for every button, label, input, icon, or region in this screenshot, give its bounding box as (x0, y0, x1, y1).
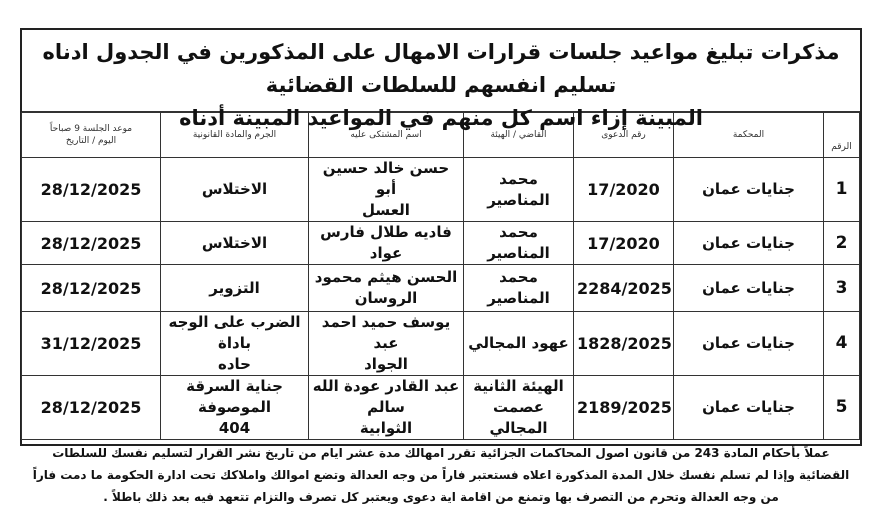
row-defendant (309, 312, 464, 376)
row-defendant (309, 158, 464, 222)
judge-line-2: عصمت المجالي (489, 398, 548, 437)
row-court: جنايات عمان (674, 376, 824, 440)
row-crime: التزوير (161, 265, 309, 312)
row-crime: الاختلاس (161, 158, 309, 222)
row-defendant: فاديه طلال فارس عواد (309, 222, 464, 265)
defendant-line-1: الحسن هيثم محمود (314, 268, 458, 286)
footer-line-2: القضائية وإذا لم تسلم نفسك خلال المدة المذكورة اعلاه فستعتبر فاراً من وجه العدالة وتضع اموالك واملاكك تحت ادارة الحكومة ما دمت فاراً (32, 468, 850, 482)
defendant-line-2: العسل (362, 201, 410, 219)
header-judge: القاضي / الهيئة (464, 113, 574, 158)
footer-line-3: من وجه العدالة وتحرم من التصرف بها وتمنع من اقامة اية دعوى ويعتبر كل تصرف والتزام تتعهد فيه بعد ذلك باطلاً . (103, 490, 779, 504)
footer-line-1: عملاً بأحكام المادة 243 من قانون اصول المحاكمات الجزائية تقرر امهالك مدة عشر ايام من تاريخ نشر القرار لتسليم نفسك للسلطات (52, 446, 830, 460)
row-crime (161, 376, 309, 440)
row-case-number: 17/2020 (574, 158, 674, 222)
header-defendant: اسم المشتكى عليه (309, 113, 464, 158)
row-session-date: 28/12/2025 (22, 265, 161, 312)
header-court: المحكمة (674, 113, 824, 158)
row-session-date: 28/12/2025 (22, 222, 161, 265)
row-number: 2 (824, 222, 860, 265)
row-case-number: 2284/2025 (574, 265, 674, 312)
row-session-date: 28/12/2025 (22, 376, 161, 440)
row-case-number: 2189/2025 (574, 376, 674, 440)
notice-frame (20, 28, 862, 504)
defendant-line-2: الثوابية (359, 419, 413, 437)
row-number: 4 (824, 312, 860, 376)
row-court: جنايات عمان (674, 222, 824, 265)
defendant-line-2: الروسان (354, 289, 418, 307)
row-court: جنايات عمان (674, 312, 824, 376)
defendant-line-2: الجواد (364, 355, 408, 373)
header-session-line-2: اليوم / التاريخ (65, 136, 117, 146)
row-session-date: 31/12/2025 (22, 312, 161, 376)
row-judge: محمد المناصير (464, 158, 574, 222)
row-case-number: 17/2020 (574, 222, 674, 265)
title-line-2: المبينة إزاء اسم كل منهم في المواعيد المبينة أدناه (179, 106, 703, 130)
crime-line-1: الضرب على الوجه باداة (168, 313, 301, 352)
title-line-1: مذكرات تبليغ مواعيد جلسات قرارات الامهال على المذكورين في الجدول ادناه تسليم انفسهم للسلطات القضائية (42, 40, 840, 97)
crime-line-2: 404 (218, 419, 251, 437)
row-number: 1 (824, 158, 860, 222)
crime-line-1: جناية السرقة الموصوفة (186, 377, 283, 416)
header-number: الرقم (824, 113, 860, 158)
defendant-line-1: عبد القادر عودة الله سالم (312, 377, 460, 416)
summons-table (21, 112, 860, 440)
header-session-date (22, 113, 161, 158)
defendant-line-1: حسن خالد حسين أبو (322, 159, 450, 198)
row-defendant (309, 265, 464, 312)
row-judge (464, 376, 574, 440)
row-crime: الاختلاس (161, 222, 309, 265)
row-number: 3 (824, 265, 860, 312)
legal-notice-footer (22, 440, 860, 508)
crime-line-2: حاده (218, 355, 251, 373)
judge-line-1: الهيئة الثانية (473, 377, 564, 395)
table-row (22, 376, 860, 440)
row-number: 5 (824, 376, 860, 440)
table-row (22, 222, 860, 265)
row-session-date: 28/12/2025 (22, 158, 161, 222)
header-crime: الجرم والمادة القانونية (161, 113, 309, 158)
row-judge: محمد المناصير (464, 265, 574, 312)
defendant-line-1: يوسف حميد احمد عبد (321, 313, 451, 352)
table-row (22, 312, 860, 376)
header-case-number: رقم الدعوى (574, 113, 674, 158)
row-judge: عهود المجالي (464, 312, 574, 376)
row-judge: محمد المناصير (464, 222, 574, 265)
table-row (22, 265, 860, 312)
row-court: جنايات عمان (674, 158, 824, 222)
header-session-line-1: موعد الجلسة 9 صباحاً (49, 124, 133, 134)
row-case-number: 1828/2025 (574, 312, 674, 376)
table-row (22, 158, 860, 222)
row-defendant (309, 376, 464, 440)
row-court: جنايات عمان (674, 265, 824, 312)
row-crime (161, 312, 309, 376)
